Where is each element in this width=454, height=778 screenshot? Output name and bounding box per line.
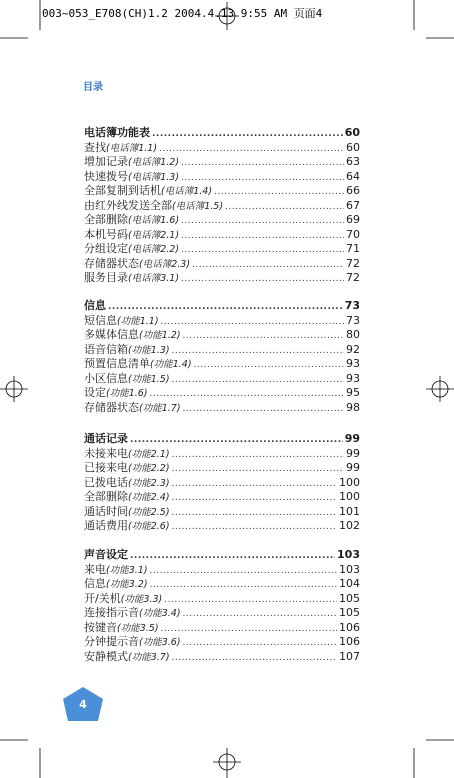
- entry-name: 查找: [84, 140, 106, 154]
- entry-ref: (功能1.1): [117, 315, 159, 327]
- entry-name: 已接来电: [84, 461, 128, 474]
- entry-name: 未接来电: [84, 446, 128, 460]
- entry-name: 增加记录: [84, 155, 128, 168]
- toc-entry[interactable]: [84, 226, 360, 241]
- page-number: 4: [79, 698, 87, 711]
- entry-page: 102: [339, 519, 360, 532]
- toc-entry[interactable]: [84, 604, 360, 619]
- entry-page: 99: [346, 461, 360, 474]
- dot-leader: [181, 173, 344, 183]
- entry-name: 信息: [84, 577, 106, 590]
- toc-section: [84, 546, 360, 662]
- registration-mark-right: [426, 376, 454, 402]
- entry-name: 由红外线发送全部: [84, 198, 172, 212]
- dot-leader: [181, 231, 344, 241]
- entry-ref: (功能2.2): [128, 463, 170, 474]
- entry-name: 本机号码: [84, 227, 128, 241]
- entry-page: 92: [346, 342, 360, 356]
- slug-time: 9:55 AM: [240, 7, 288, 20]
- entry-ref: (功能3.6): [139, 637, 181, 648]
- entry-ref: (功能3.2): [106, 579, 148, 590]
- entry-page: 69: [346, 213, 360, 226]
- toc-entry[interactable]: [84, 648, 360, 663]
- page-number-badge: [62, 686, 104, 722]
- entry-page: 72: [346, 256, 360, 270]
- entry-page: 100: [339, 475, 360, 489]
- entry-ref: (功能1.3): [128, 344, 170, 356]
- entry-ref: (功能3.4): [139, 608, 181, 619]
- entry-name: 存储器状态: [84, 400, 139, 414]
- toc-entry[interactable]: [84, 355, 360, 370]
- dot-leader: [172, 522, 337, 532]
- entry-name: 多媒体信息: [84, 328, 139, 341]
- entry-ref: (功能3.1): [106, 564, 148, 576]
- section-title: 电话簿功能表: [84, 126, 150, 139]
- entry-page: 63: [346, 155, 360, 168]
- entry-name: 通话费用: [84, 519, 128, 532]
- entry-ref: (电话簿2.2): [128, 244, 180, 255]
- toc-entry[interactable]: [84, 619, 360, 634]
- entry-name: 短信息: [84, 313, 117, 327]
- dot-leader: [181, 158, 344, 168]
- toc-section: [84, 430, 360, 532]
- entry-page: 98: [346, 400, 360, 414]
- dot-leader: [150, 580, 337, 590]
- entry-name: 全部删除: [84, 213, 128, 226]
- entry-ref: (电话簿1.3): [128, 171, 180, 183]
- dot-leader: [172, 653, 337, 663]
- entry-page: 106: [339, 620, 360, 634]
- entry-page: 103: [339, 562, 360, 576]
- entry-page: 100: [339, 490, 360, 503]
- entry-ref: (功能3.3): [120, 593, 163, 605]
- entry-ref: (电话簿3.1): [128, 273, 180, 284]
- toc-entry[interactable]: [84, 474, 360, 489]
- entry-page: 60: [346, 140, 360, 154]
- entry-ref: (功能1.4): [150, 359, 192, 370]
- dot-leader: [172, 346, 344, 356]
- dot-leader: [183, 404, 344, 414]
- toc-entry[interactable]: [84, 211, 360, 226]
- slug-page-label: 页面4: [293, 7, 323, 20]
- dot-leader: [172, 479, 337, 489]
- entry-page: 64: [346, 169, 360, 183]
- entry-ref: (电话簿1.1): [106, 142, 158, 154]
- entry-page: 80: [346, 328, 360, 341]
- entry-ref: (功能1.5): [128, 373, 170, 385]
- entry-page: 106: [339, 635, 360, 648]
- toc-entry[interactable]: [84, 312, 360, 327]
- dot-leader: [164, 595, 337, 605]
- dot-leader: [159, 144, 344, 154]
- dot-leader: [172, 375, 344, 385]
- toc-entry[interactable]: [84, 341, 360, 356]
- entry-name: 安静模式: [84, 649, 128, 663]
- dot-leader: [108, 302, 343, 312]
- toc-entry[interactable]: [84, 590, 360, 605]
- entry-ref: (电话簿2.3): [139, 258, 191, 270]
- dot-leader: [194, 360, 344, 370]
- toc-entry[interactable]: [84, 459, 360, 474]
- entry-ref: (功能1.7): [139, 402, 181, 414]
- toc-entry[interactable]: [84, 445, 360, 460]
- entry-name: 分组设定: [84, 242, 128, 255]
- section-page: 99: [344, 432, 360, 445]
- toc-entry[interactable]: [84, 399, 360, 414]
- entry-page: 95: [346, 386, 360, 399]
- entry-name: 按键音: [84, 620, 117, 634]
- dot-leader: [192, 260, 344, 270]
- entry-ref: (电话簿1.4): [161, 186, 213, 197]
- toc-section: [84, 297, 360, 413]
- entry-ref: (功能1.2): [139, 330, 181, 341]
- section-title: 声音设定: [84, 548, 128, 561]
- dot-leader: [161, 624, 337, 634]
- entry-ref: (功能2.3): [128, 477, 170, 489]
- entry-ref: (功能2.4): [128, 492, 170, 503]
- toc-entry[interactable]: [84, 370, 360, 385]
- toc-entry[interactable]: [84, 153, 360, 168]
- entry-name: 全部删除: [84, 490, 128, 503]
- dot-leader: [150, 566, 337, 576]
- entry-ref: (功能3.5): [117, 622, 159, 634]
- toc-entry[interactable]: [84, 139, 360, 154]
- toc-entry[interactable]: [84, 633, 360, 648]
- section-page: 73: [344, 299, 360, 312]
- section-title: 通话记录: [84, 432, 128, 445]
- dot-leader: [181, 274, 344, 284]
- toc-entry[interactable]: [84, 197, 360, 212]
- toc-entry[interactable]: [84, 561, 360, 576]
- dot-leader: [172, 493, 337, 503]
- dot-leader: [130, 551, 335, 561]
- entry-name: 设定: [84, 386, 106, 399]
- toc-section: [84, 124, 360, 284]
- toc-entry[interactable]: [84, 575, 360, 590]
- entry-ref: (功能3.7): [128, 651, 170, 663]
- section-title-row[interactable]: [84, 546, 360, 561]
- entry-name: 语音信箱: [84, 342, 128, 356]
- entry-name: 存储器状态: [84, 256, 139, 270]
- toc-entry[interactable]: [84, 269, 360, 284]
- entry-ref: (功能1.6): [106, 388, 148, 399]
- toc-entry[interactable]: [84, 255, 360, 270]
- slug-date: 2004.4.13: [174, 7, 235, 20]
- registration-mark-top: [215, 2, 239, 30]
- entry-page: 71: [346, 242, 360, 255]
- toc-entry[interactable]: [84, 326, 360, 341]
- entry-page: 70: [346, 227, 360, 241]
- entry-name: 快速拨号: [84, 169, 128, 183]
- toc-entry[interactable]: [84, 182, 360, 197]
- dot-leader: [183, 609, 337, 619]
- dot-leader: [152, 129, 343, 139]
- section-page: 103: [337, 548, 360, 561]
- entry-name: 开/关机: [84, 591, 121, 605]
- dot-leader: [225, 202, 344, 212]
- entry-name: 小区信息: [84, 371, 128, 385]
- section-title-row[interactable]: [84, 297, 360, 312]
- entry-ref: (功能2.6): [128, 521, 170, 532]
- entry-name: 预置信息清单: [84, 357, 150, 370]
- dot-leader: [214, 187, 344, 197]
- toc-entry[interactable]: [84, 168, 360, 183]
- toc-entry[interactable]: [84, 503, 360, 518]
- section-page: 60: [344, 126, 360, 139]
- entry-page: 73: [346, 313, 360, 327]
- entry-name: 连接指示音: [84, 606, 139, 619]
- dot-leader: [150, 389, 344, 399]
- entry-name: 通话时间: [84, 504, 128, 518]
- dot-leader: [172, 508, 337, 518]
- entry-page: 66: [346, 184, 360, 197]
- entry-page: 105: [339, 591, 360, 605]
- dot-leader: [172, 464, 344, 474]
- entry-name: 已拨电话: [84, 475, 128, 489]
- slug-file: 003~053_E708(CH)1.2: [42, 7, 168, 20]
- entry-page: 99: [346, 446, 360, 460]
- dot-leader: [130, 435, 343, 445]
- entry-ref: (电话簿2.1): [128, 229, 180, 241]
- dot-leader: [183, 638, 337, 648]
- registration-mark-left: [0, 376, 28, 402]
- entry-name: 分钟提示音: [84, 635, 139, 648]
- dot-leader: [183, 331, 344, 341]
- entry-ref: (功能2.1): [128, 448, 170, 460]
- entry-name: 全部复制到话机: [84, 184, 161, 197]
- entry-page: 72: [346, 271, 360, 284]
- toc-heading: 目录: [83, 82, 103, 93]
- entry-page: 93: [346, 371, 360, 385]
- section-title-row[interactable]: [84, 430, 360, 445]
- section-title: 信息: [84, 299, 106, 312]
- entry-ref: (电话簿1.2): [128, 157, 180, 168]
- entry-page: 101: [339, 504, 360, 518]
- toc-entry[interactable]: [84, 384, 360, 399]
- entry-name: 来电: [84, 562, 106, 576]
- entry-page: 104: [339, 577, 360, 590]
- section-title-row[interactable]: [84, 124, 360, 139]
- entry-page: 93: [346, 357, 360, 370]
- entry-page: 67: [346, 198, 360, 212]
- dot-leader: [181, 245, 344, 255]
- toc-entry[interactable]: [84, 240, 360, 255]
- dot-leader: [172, 450, 344, 460]
- registration-mark-bottom: [213, 748, 241, 778]
- dot-leader: [181, 216, 344, 226]
- dot-leader: [161, 317, 344, 327]
- entry-page: 105: [339, 606, 360, 619]
- toc-entry[interactable]: [84, 517, 360, 532]
- entry-ref: (电话簿1.5): [172, 200, 224, 212]
- entry-page: 107: [339, 649, 360, 663]
- entry-name: 服务目录: [84, 271, 128, 284]
- entry-ref: (电话簿1.6): [128, 215, 180, 226]
- toc-entry[interactable]: [84, 488, 360, 503]
- entry-ref: (功能2.5): [128, 506, 170, 518]
